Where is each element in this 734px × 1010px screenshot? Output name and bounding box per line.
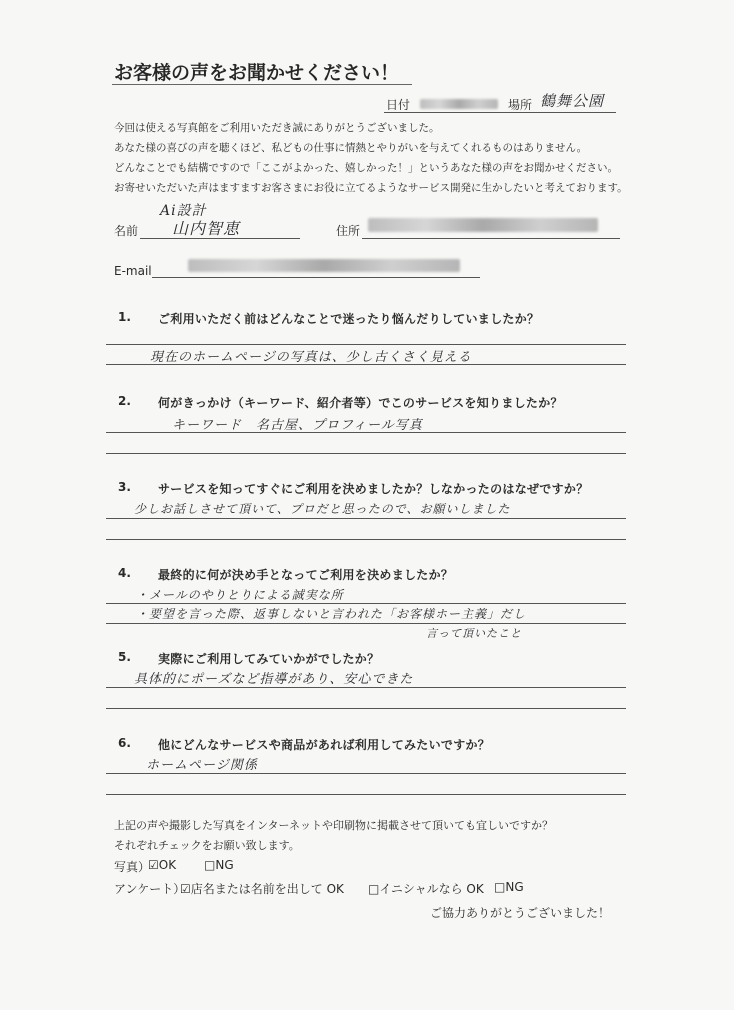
header-underline <box>384 112 616 113</box>
intro-line: お寄せいただいた声はますますお客さまにお役に立てるようなサービス開発に生かしたいと考えております。 <box>114 182 628 194</box>
answer-1-line-1: 現在のホームページの写真は、少し古くさく見える <box>150 350 472 365</box>
question-2-text: 何がきっかけ（キーワード、紹介者等）でこのサービスを知りましたか？ <box>158 396 563 410</box>
consent-question: 上記の声や撮影した写真をインターネットや印刷物に掲載させて頂いても宜しいですか？ <box>114 819 554 832</box>
question-4-number: 4. <box>118 566 131 580</box>
answer-line <box>106 623 626 624</box>
date-label: 日付 <box>386 98 411 112</box>
intro-line: 今回は使える写真館をご利用いただき誠にありがとうございました。 <box>114 122 440 134</box>
name-label: 名前 <box>114 224 139 238</box>
question-6-text: 他にどんなサービスや商品があれば利用してみたいですか？ <box>158 738 491 752</box>
intro-line: どんなことでも結構ですので「ここがよかった、嬉しかった！」というあなた様の声をお聞かせください。 <box>114 162 618 174</box>
address-label: 住所 <box>336 224 361 238</box>
address-redacted <box>368 218 598 232</box>
answer-line <box>106 344 626 345</box>
thanks-message: ご協力ありがとうございました！ <box>430 906 611 920</box>
answer-line <box>106 687 626 688</box>
question-6-number: 6. <box>118 736 131 750</box>
name-value: 山内智恵 <box>172 219 241 238</box>
answer-line <box>106 603 626 604</box>
place-value: 鶴舞公園 <box>540 92 605 110</box>
photo-ng-checkbox[interactable]: □NG <box>204 858 234 872</box>
survey-ng-checkbox[interactable]: □NG <box>494 880 524 894</box>
consent-instruction: それぞれチェックをお願い致します。 <box>114 839 300 852</box>
question-3-number: 3. <box>118 480 131 494</box>
name-underline <box>140 238 300 239</box>
survey-consent-label: アンケート） <box>114 882 186 896</box>
photo-consent-label: 写真） <box>114 860 151 874</box>
answer-4-line-2: ・要望を言った際、返事しないと言われた「お客様ホー主義」だし <box>136 607 527 621</box>
survey-name-ok-checkbox[interactable]: ☑店名または名前を出して OK <box>180 882 344 896</box>
question-1-number: 1. <box>118 310 131 324</box>
answer-line <box>106 539 626 540</box>
question-2-number: 2. <box>118 394 131 408</box>
answer-line <box>106 364 626 365</box>
form-title: お客様の声をお聞かせください！ <box>114 62 400 84</box>
answer-3-line-1: 少しお話しさせて頂いて、プロだと思ったので、お願いしました <box>134 502 511 516</box>
photo-ok-checkbox[interactable]: ☑OK <box>148 858 177 872</box>
answer-5-line-1: 具体的にポーズなど指導があり、安心できた <box>134 672 414 687</box>
question-5-number: 5. <box>118 650 131 664</box>
answer-2-line-1: キーワード 名古屋、プロフィール写真 <box>172 418 423 433</box>
intro-line: あなた様の喜びの声を聴くほど、私どもの仕事に情熱とやりがいを与えてくれるものはありません。 <box>114 142 588 154</box>
question-4-text: 最終的に何が決め手となってご利用を決めましたか？ <box>158 568 454 582</box>
intro-text <box>114 118 714 198</box>
answer-line <box>106 453 626 454</box>
address-underline <box>362 238 620 239</box>
answer-4-line-1: ・メールのやりとりによる誠実な所 <box>136 588 344 602</box>
answer-6-line-1: ホームページ関係 <box>146 758 258 773</box>
question-1-text: ご利用いただく前はどんなことで迷ったり悩んだりしていましたか？ <box>158 312 540 326</box>
survey-initial-ok-checkbox[interactable]: □イニシャルなら OK <box>368 882 484 896</box>
date-redacted <box>420 99 498 109</box>
answer-line <box>106 794 626 795</box>
answer-line <box>106 518 626 519</box>
question-5-text: 実際にご利用してみていかがでしたか？ <box>158 652 380 666</box>
answer-line <box>106 773 626 774</box>
answer-4-line-3: 言って頂いたこと <box>426 627 522 640</box>
email-label: E-mail <box>114 264 152 278</box>
company-name: Ai設計 <box>160 203 207 219</box>
answer-line <box>106 708 626 709</box>
email-underline <box>152 277 480 278</box>
answer-line <box>106 432 626 433</box>
title-underline <box>112 84 412 85</box>
email-redacted <box>188 259 460 272</box>
place-label: 場所 <box>508 98 533 112</box>
question-3-text: サービスを知ってすぐにご利用を決めましたか？しなかったのはなぜですか？ <box>158 482 589 496</box>
